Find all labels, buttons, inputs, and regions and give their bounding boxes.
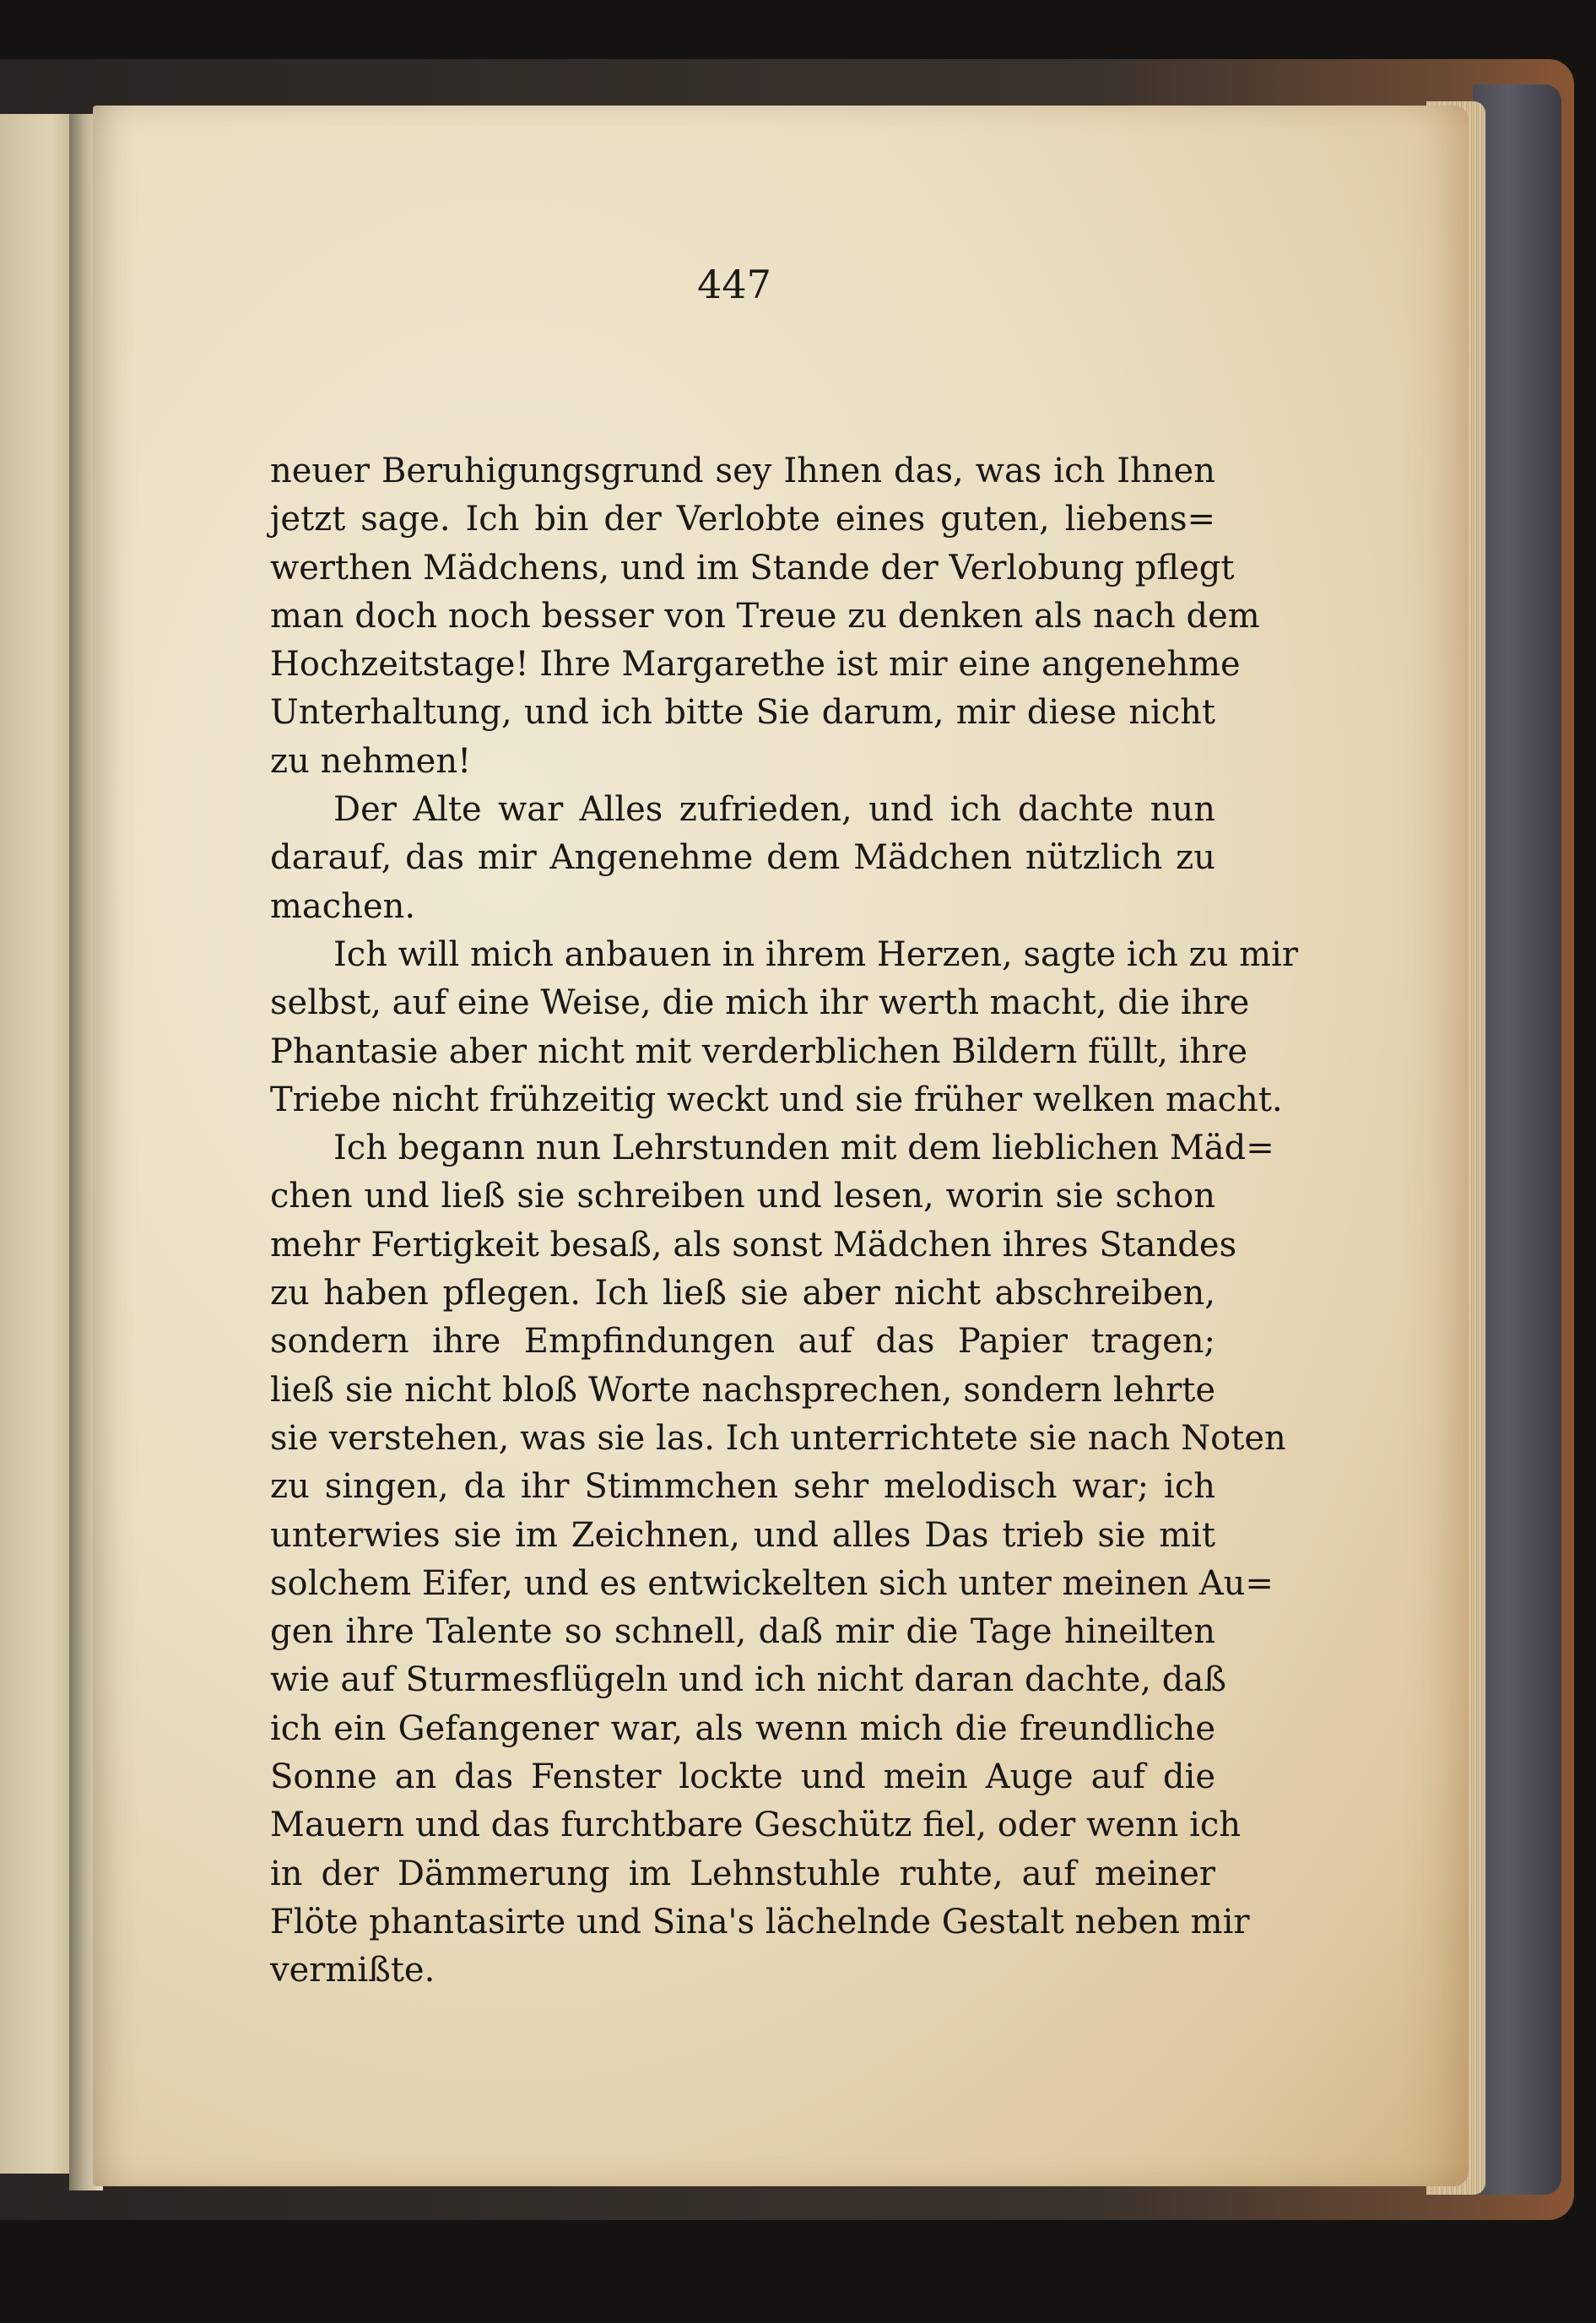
text-line: Flöte phantasirte und Sina's lächelnde Gestalt neben mir (270, 1902, 1250, 1941)
text-line: jetzt sage. Ich bin der Verlobte eines guten, liebens= (270, 500, 1215, 539)
text-line: mehr Fertigkeit besaß, als sonst Mädchen ihres Standes (270, 1225, 1237, 1264)
text-line: Der Alte war Alles zufrieden, und ich dachte nun (333, 790, 1215, 830)
book-spine-edge (1473, 84, 1561, 2195)
text-line: neuer Beruhigungsgrund sey Ihnen das, was ich Ihnen (270, 452, 1215, 490)
text-line: ließ sie nicht bloß Worte nachsprechen, sondern lehrte (270, 1370, 1215, 1410)
text-line: Triebe nicht frühzeitig weckt und sie früher welken macht. (270, 1080, 1283, 1119)
text-line: man doch noch besser von Treue zu denken als nach dem (270, 596, 1260, 636)
text-line: Phantasie aber nicht mit verderblichen Bildern füllt, ihre (270, 1032, 1248, 1071)
text-line: zu nehmen! (270, 741, 472, 781)
text-line: Ich will mich anbauen in ihrem Herzen, sagte ich zu mir (333, 934, 1298, 974)
text-line: unterwies sie im Zeichnen, und alles Das trieb sie mit (270, 1515, 1215, 1555)
text-line: selbst, auf eine Weise, die mich ihr werth macht, die ihre (270, 983, 1250, 1023)
text-line: solchem Eifer, und es entwickelten sich unter meinen Au= (270, 1563, 1274, 1603)
text-line: Sonne an das Fenster lockte und mein Auge auf die (270, 1757, 1215, 1797)
book-page (93, 106, 1469, 2186)
page-text (270, 447, 1298, 1995)
text-line: ich ein Gefangener war, als wenn mich die freundliche (270, 1708, 1215, 1748)
text-line: werthen Mädchens, und im Stande der Verlobung pflegt (270, 548, 1235, 588)
text-line: machen. (270, 886, 416, 926)
text-line: zu singen, da ihr Stimmchen sehr melodisch war; ich (270, 1467, 1215, 1507)
text-line: Hochzeitstage! Ihre Margarethe ist mir eine angenehme (270, 645, 1241, 685)
text-line: Ich begann nun Lehrstunden mit dem lieblichen Mäd= (333, 1129, 1274, 1168)
text-line: Mauern und das furchtbare Geschütz fiel, oder wenn ich (270, 1806, 1242, 1845)
text-line: sondern ihre Empfindungen auf das Papier tragen; (270, 1322, 1215, 1362)
text-line: zu haben pflegen. Ich ließ sie aber nicht abschreiben, (270, 1274, 1215, 1313)
text-line: in der Dämmerung im Lehnstuhle ruhte, auf meiner (270, 1854, 1215, 1893)
text-line: darauf, das mir Angenehme dem Mädchen nützlich zu (270, 838, 1215, 878)
text-line: vermißte. (270, 1951, 436, 1990)
text-line: Unterhaltung, und ich bitte Sie darum, mir diese nicht (270, 693, 1215, 733)
text-line: wie auf Sturmesflügeln und ich nicht daran dachte, daß (270, 1660, 1226, 1700)
text-line: sie verstehen, was sie las. Ich unterrichtete sie nach Noten (270, 1418, 1286, 1458)
page-number: 447 (697, 262, 771, 307)
text-line: chen und ließ sie schreiben und lesen, worin sie schon (270, 1177, 1215, 1216)
text-line: gen ihre Talente so schnell, daß mir die Tage hineilten (270, 1612, 1215, 1652)
